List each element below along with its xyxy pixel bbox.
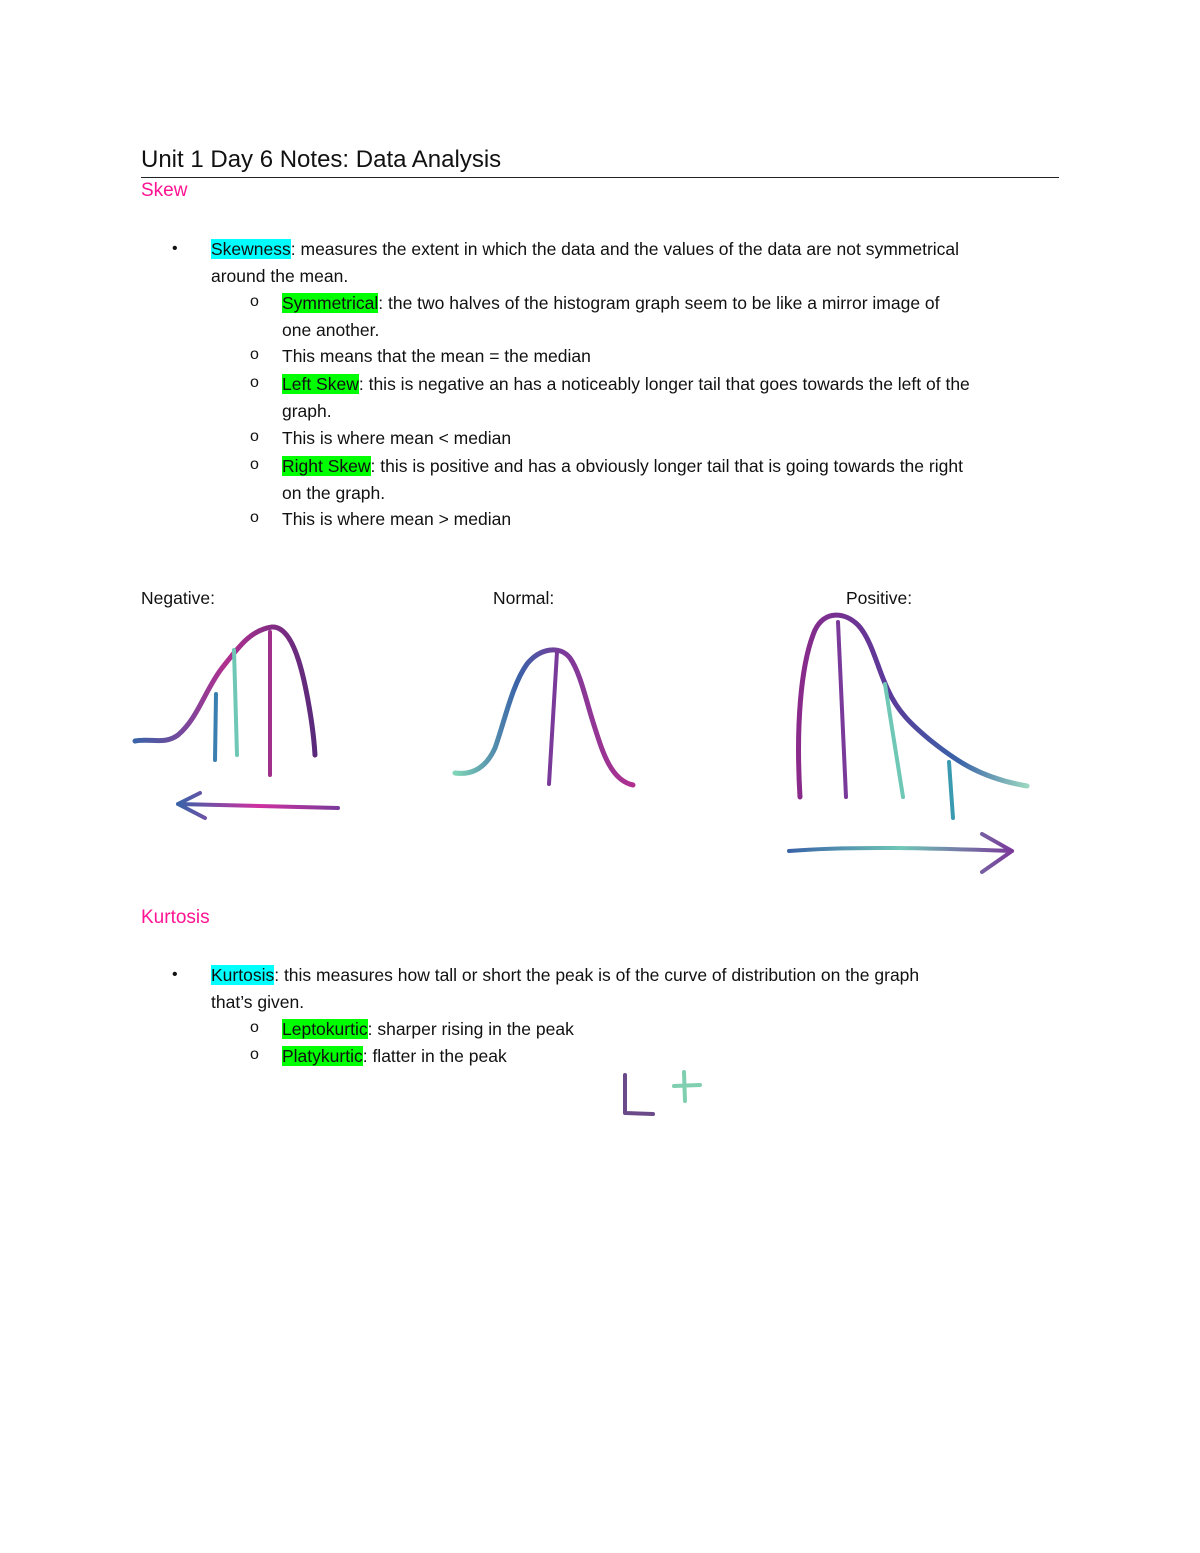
sub-bullet-icon: o xyxy=(250,509,259,526)
sub-bullet-icon: o xyxy=(250,346,259,363)
skewness-term: Skewness xyxy=(211,239,291,259)
negative-skew-sketch xyxy=(135,627,338,818)
bullet-icon: • xyxy=(172,240,178,257)
normal-center-line xyxy=(549,652,557,784)
letter-l-mark xyxy=(625,1075,653,1114)
negative-mean-line xyxy=(215,694,216,760)
negative-skew-curve xyxy=(135,627,315,755)
positive-label: Positive: xyxy=(846,588,913,608)
page-title: Unit 1 Day 6 Notes: Data Analysis xyxy=(141,144,1059,178)
plus-icon xyxy=(674,1072,700,1101)
kurtosis-heading: Kurtosis xyxy=(141,907,210,928)
skewness-definition-cont: around the mean. xyxy=(211,266,349,286)
symmetrical-note: This means that the mean = the median xyxy=(282,346,591,366)
negative-label: Negative: xyxy=(141,588,215,608)
sub-bullet-icon: o xyxy=(250,1046,259,1063)
kurtosis-definition-cont: that’s given. xyxy=(211,992,305,1012)
sub-bullet-icon: o xyxy=(250,456,259,473)
leptokurtic-term: Leptokurtic xyxy=(282,1019,368,1039)
normal-curve-sketch xyxy=(455,650,633,785)
left-skew-note: This is where mean < median xyxy=(282,428,512,448)
leptokurtic-mark xyxy=(625,1072,700,1114)
skew-heading: Skew xyxy=(141,180,188,201)
positive-skew-sketch xyxy=(789,615,1027,872)
symmetrical-definition: Symmetrical: the two halves of the histogram graph seem to be like a mirror image of xyxy=(282,293,940,313)
skewness-definition: Skewness: measures the extent in which the data and the values of the data are not symmetrical xyxy=(211,239,960,259)
symmetrical-definition-cont: one another. xyxy=(282,320,380,340)
leptokurtic-definition: Leptokurtic: sharper rising in the peak xyxy=(282,1019,574,1039)
sub-bullet-icon: o xyxy=(250,374,259,391)
symmetrical-term: Symmetrical xyxy=(282,293,379,313)
right-skew-definition: Right Skew: this is positive and has a obviously longer tail that is going towards the right xyxy=(282,456,963,476)
right-skew-note: This is where mean > median xyxy=(282,509,512,529)
positive-skew-curve xyxy=(799,615,1027,797)
normal-label: Normal: xyxy=(493,588,555,608)
left-arrow-icon xyxy=(178,793,338,818)
platykurtic-term: Platykurtic xyxy=(282,1046,363,1066)
normal-curve xyxy=(455,650,633,785)
negative-median-line xyxy=(234,650,237,755)
right-arrow-icon xyxy=(789,834,1012,872)
platykurtic-definition: Platykurtic: flatter in the peak xyxy=(282,1046,507,1066)
sub-bullet-icon: o xyxy=(250,428,259,445)
left-skew-definition: Left Skew: this is negative an has a noticeably longer tail that goes towards the left of the xyxy=(282,374,970,394)
right-skew-term: Right Skew xyxy=(282,456,371,476)
bullet-icon: • xyxy=(172,966,178,983)
positive-mean-line xyxy=(949,762,953,818)
left-skew-term: Left Skew xyxy=(282,374,359,394)
left-skew-definition-cont: graph. xyxy=(282,401,332,421)
sub-bullet-icon: o xyxy=(250,1019,259,1036)
right-skew-definition-cont: on the graph. xyxy=(282,483,386,503)
positive-mode-line xyxy=(838,622,846,797)
kurtosis-term: Kurtosis xyxy=(211,965,275,985)
sub-bullet-icon: o xyxy=(250,293,259,310)
kurtosis-definition: Kurtosis: this measures how tall or short the peak is of the curve of distribution on the graph xyxy=(211,965,920,985)
